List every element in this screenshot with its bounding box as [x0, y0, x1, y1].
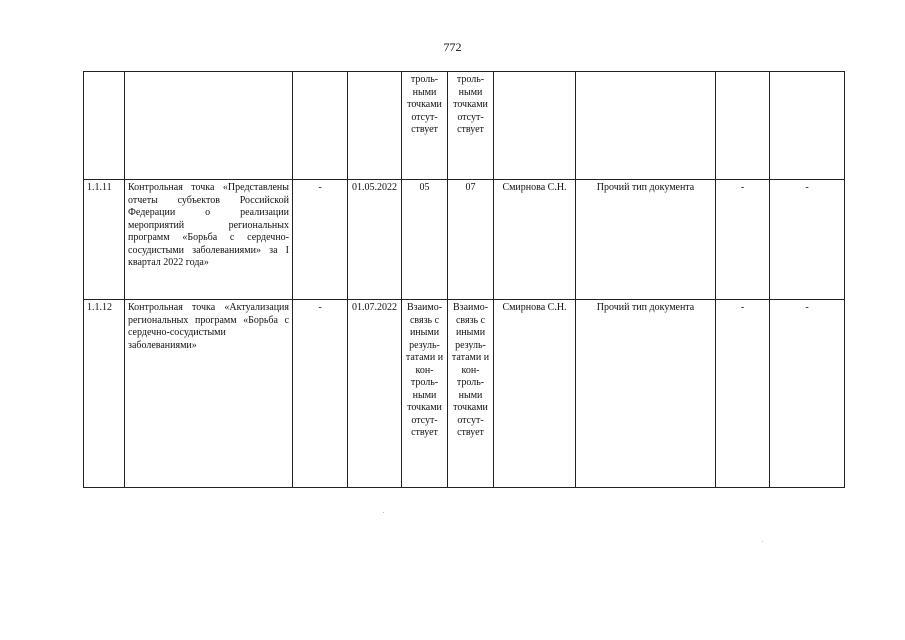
cell-col6	[448, 72, 494, 180]
row-end-date: 01.05.2022	[348, 180, 402, 300]
cell-line: точками	[407, 402, 442, 413]
cell-line: татами и	[405, 352, 444, 363]
cell-line: отсут-	[457, 111, 484, 123]
cell-line: татами и	[451, 352, 490, 363]
row-responsible: Смирнова С.Н.	[494, 300, 576, 488]
cell-line: ствует	[411, 427, 438, 438]
cell-col5	[402, 72, 448, 180]
plan-table	[83, 71, 845, 488]
cell-line: ствует	[411, 124, 438, 135]
cell-line: иными	[409, 327, 440, 338]
row-number: 1.1.11	[84, 180, 125, 300]
cell-line: ствует	[457, 427, 484, 438]
cell-start	[293, 72, 348, 180]
cell-line: кон-	[461, 364, 480, 376]
cell-col9	[716, 72, 770, 180]
cell-num	[84, 72, 125, 180]
cell-line: отсут-	[411, 111, 438, 123]
row-end-date: 01.07.2022	[348, 300, 402, 488]
row-col10: -	[770, 300, 845, 488]
cell-line: троль-	[410, 377, 439, 388]
row-description: Контрольная точка «Представлены отчеты субъектов Российской Федерации о реализации мероприятий региональных программ «Борьба с сердечно-сосудистыми заболеваниями» за I квартал 2022 года»	[125, 180, 293, 300]
page-number: 772	[443, 40, 462, 54]
row-responsible: Смирнова С.Н.	[494, 180, 576, 300]
cell-line: ными	[412, 86, 437, 98]
row-doc-type: Прочий тип документа	[576, 180, 716, 300]
cell-line: резуль-	[455, 339, 486, 351]
cell-line: Взаимо-	[452, 302, 489, 313]
table-row	[84, 180, 845, 300]
row-number: 1.1.12	[84, 300, 125, 488]
row-start: -	[293, 300, 348, 488]
cell-line: ными	[412, 389, 437, 401]
row-col5: 05	[402, 180, 448, 300]
cell-line: ными	[458, 389, 483, 401]
cell-line: связь с	[409, 314, 440, 326]
row-col6: 07	[448, 180, 494, 300]
cell-line: троль-	[410, 74, 439, 85]
continuation-row	[84, 72, 845, 180]
table-row	[84, 300, 845, 488]
row-col5	[402, 300, 448, 488]
cell-end	[348, 72, 402, 180]
row-description: Контрольная точка «Актуализация региональных программ «Борьба с сердечно-сосудистыми заболеваниями»	[125, 300, 293, 488]
cell-line: Взаимо-	[406, 302, 443, 313]
cell-responsible	[494, 72, 576, 180]
row-col9: -	[716, 300, 770, 488]
scan-speck	[762, 541, 763, 542]
cell-line: кон-	[415, 364, 434, 376]
cell-line: точками	[407, 99, 442, 110]
cell-line: связь с	[455, 314, 486, 326]
row-start: -	[293, 180, 348, 300]
cell-description	[125, 72, 293, 180]
scan-speck	[383, 512, 384, 513]
cell-line: отсут-	[457, 414, 484, 426]
cell-line: точками	[453, 402, 488, 413]
row-col9: -	[716, 180, 770, 300]
cell-line: троль-	[456, 377, 485, 388]
row-col6	[448, 300, 494, 488]
cell-line: резуль-	[409, 339, 440, 351]
cell-line: ствует	[457, 124, 484, 135]
cell-line: точками	[453, 99, 488, 110]
cell-line: ными	[458, 86, 483, 98]
cell-line: отсут-	[411, 414, 438, 426]
row-col10: -	[770, 180, 845, 300]
cell-doc-type	[576, 72, 716, 180]
row-doc-type: Прочий тип документа	[576, 300, 716, 488]
cell-line: троль-	[456, 74, 485, 85]
cell-col10	[770, 72, 845, 180]
cell-line: иными	[455, 327, 486, 338]
